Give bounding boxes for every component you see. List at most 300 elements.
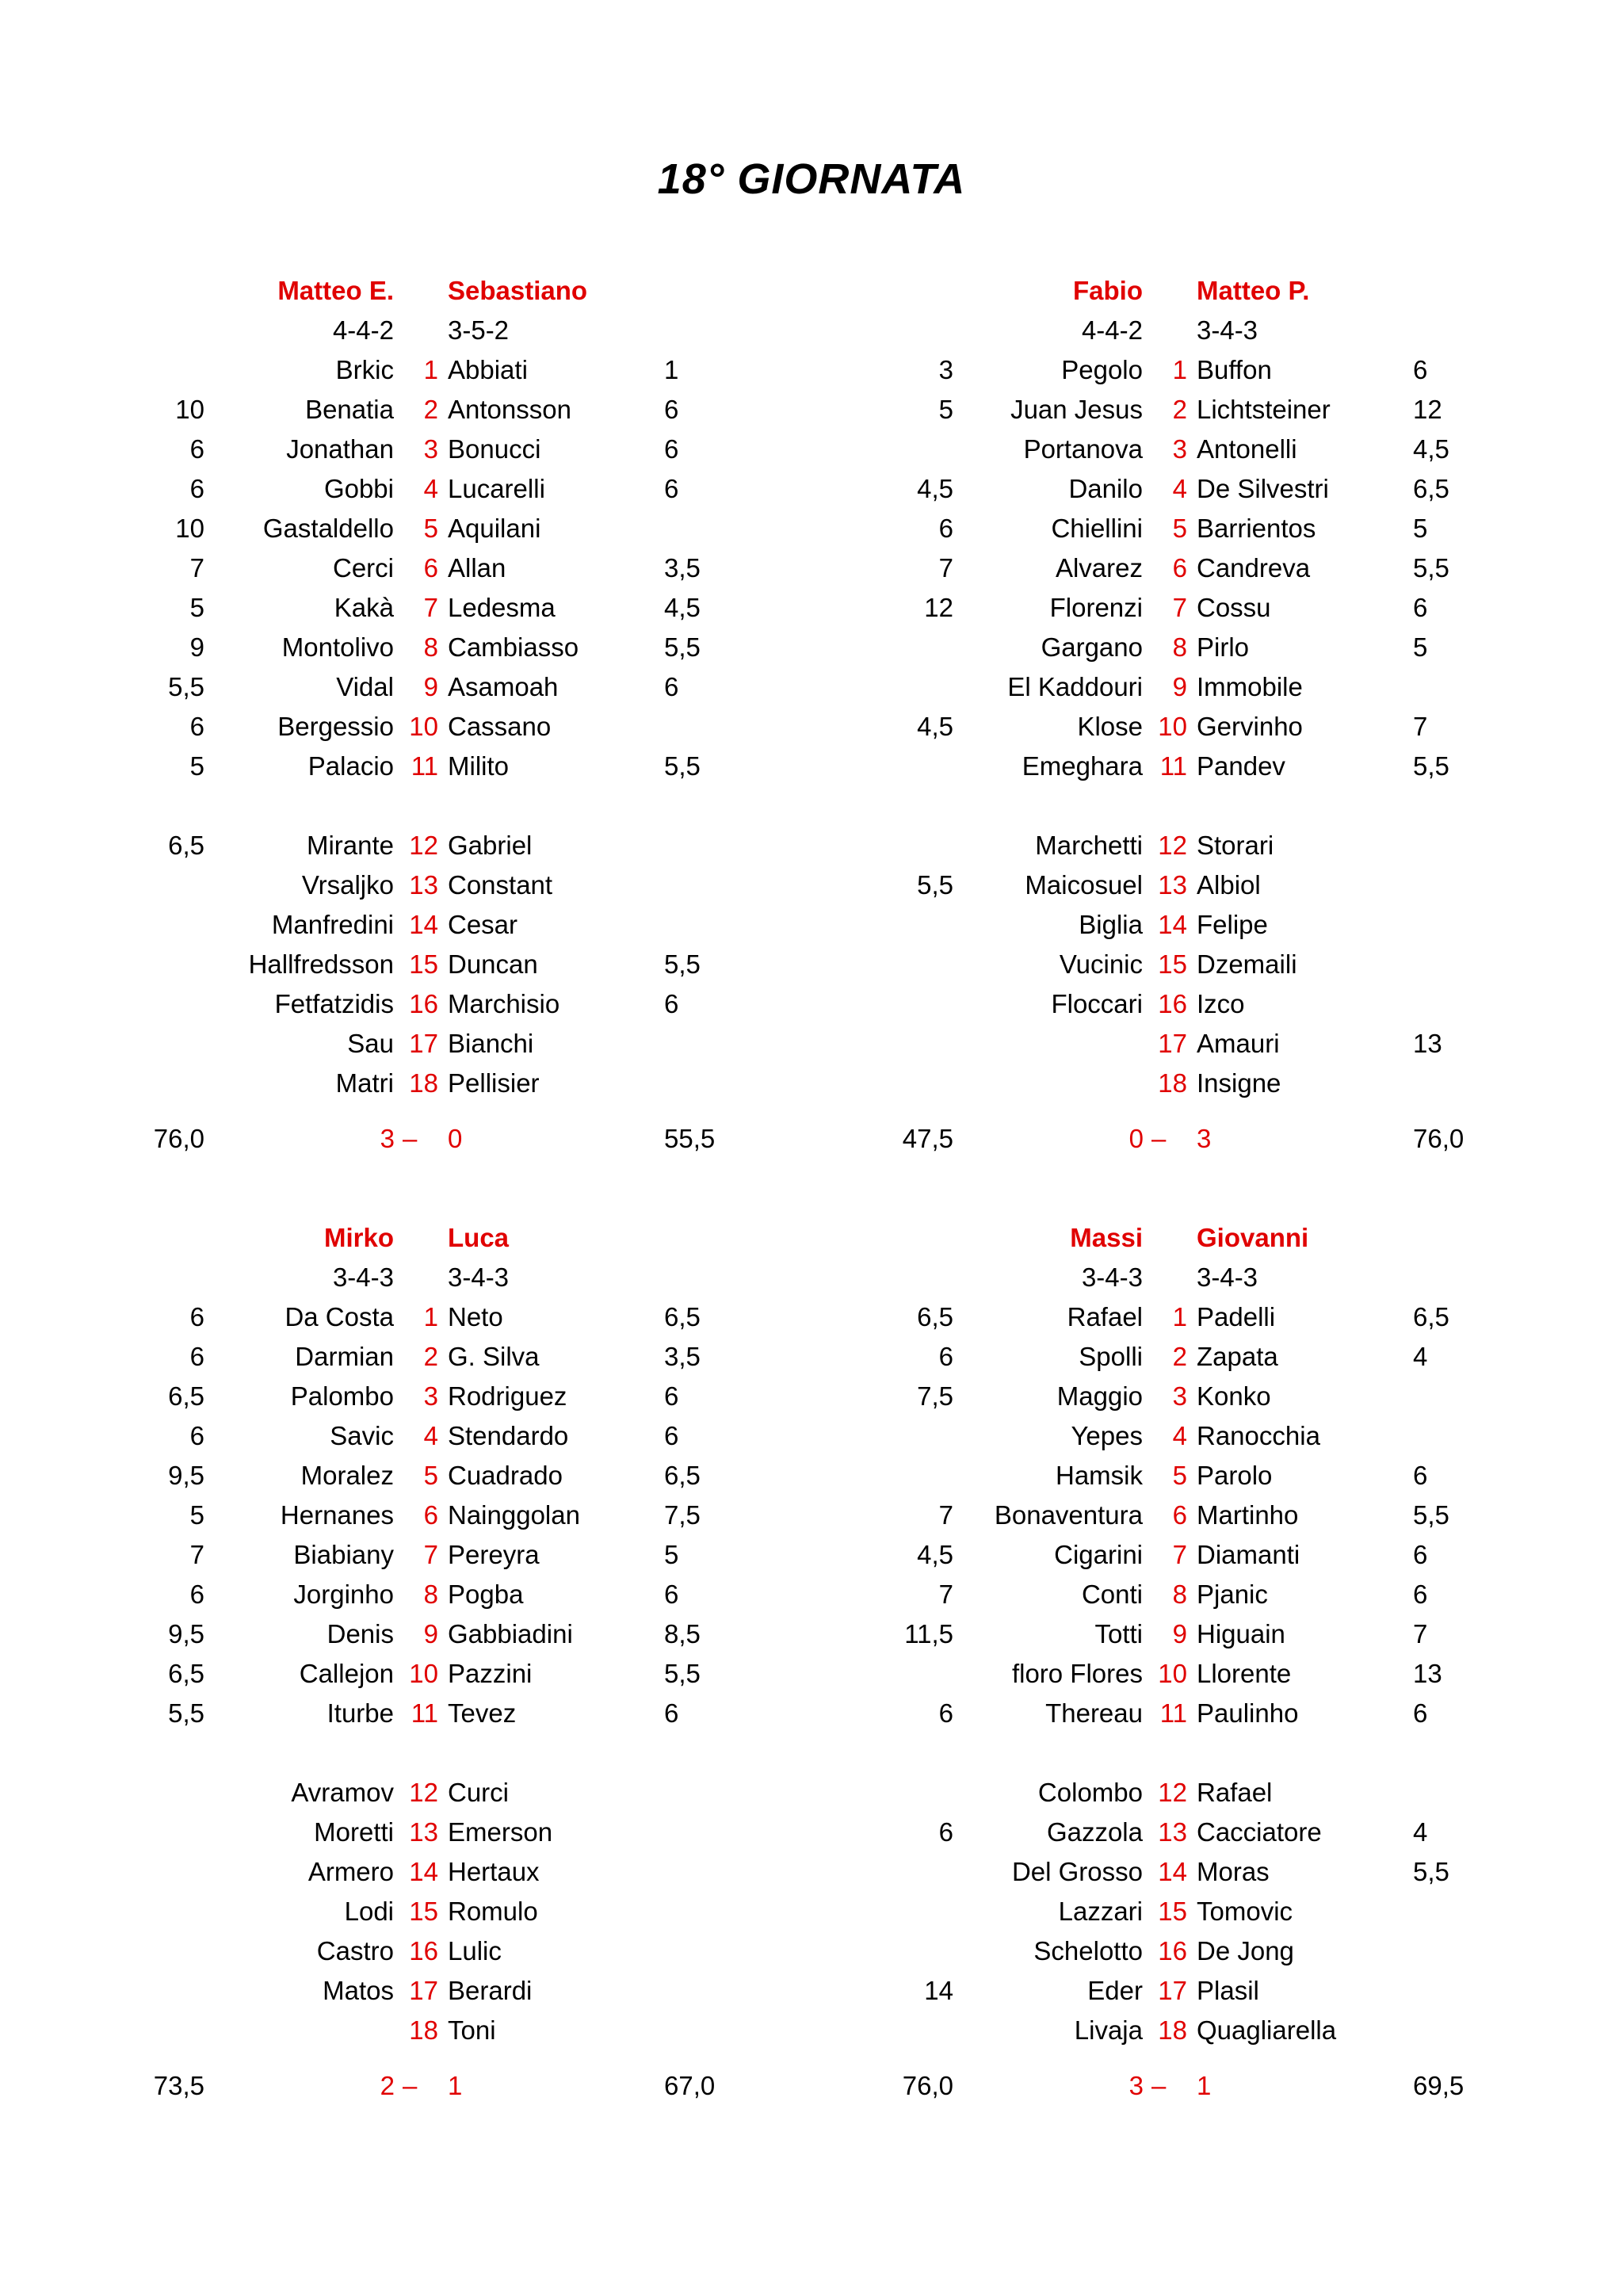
home-player-name: Juan Jesus <box>1010 395 1143 424</box>
home-player-vote: 5,5 <box>917 870 953 900</box>
away-player-vote: 5,5 <box>664 751 701 781</box>
away-player-vote: 13 <box>1413 1659 1442 1688</box>
away-player-vote <box>1413 1971 1508 2011</box>
away-player-name: Bianchi <box>448 1029 534 1058</box>
shirt-number: 12 <box>409 1778 438 1807</box>
shirt-number: 4 <box>423 1421 438 1450</box>
away-player-vote <box>664 509 759 548</box>
home-player-name: Klose <box>1077 712 1143 741</box>
home-player-name: Matri <box>335 1068 394 1098</box>
home-player-vote: 14 <box>924 1976 953 2005</box>
shirt-number: 4 <box>1172 474 1187 503</box>
shirt-number: 1 <box>1172 355 1187 384</box>
shirt-number: 16 <box>409 989 438 1018</box>
home-formation: 4-4-2 <box>332 315 394 345</box>
shirt-number: 17 <box>409 1976 438 2005</box>
home-player-name: Moralez <box>300 1461 394 1490</box>
home-player-name: Sau <box>347 1029 394 1058</box>
away-player-vote: 5,5 <box>1413 1857 1449 1886</box>
away-player-vote <box>664 1064 759 1103</box>
away-player-vote <box>664 1971 759 2011</box>
home-player-vote: 5 <box>189 751 204 781</box>
away-player-name: Pereyra <box>448 1540 540 1569</box>
away-player-name: Diamanti <box>1197 1540 1300 1569</box>
shirt-number: 9 <box>423 1619 438 1648</box>
home-player-name: Maicosuel <box>1025 870 1143 900</box>
away-player-name: Marchisio <box>448 989 560 1018</box>
away-player-vote: 5,5 <box>664 949 701 979</box>
home-player-name: Kakà <box>334 593 394 622</box>
away-player-name: Bonucci <box>448 434 541 464</box>
away-player-name: Paulinho <box>1197 1698 1299 1728</box>
shirt-number: 2 <box>423 395 438 424</box>
away-player-name: Gabbiadini <box>448 1619 573 1648</box>
shirt-number: 3 <box>423 434 438 464</box>
away-player-name: Aquilani <box>448 514 541 543</box>
away-team-name: Luca <box>448 1223 510 1252</box>
home-player-name: Biabiany <box>293 1540 394 1569</box>
away-player-vote <box>1413 826 1508 865</box>
home-player-vote: 6 <box>938 1698 953 1728</box>
home-goals: 2 <box>380 2071 395 2100</box>
home-player-name: Alvarez <box>1055 553 1143 583</box>
away-player-vote <box>1413 984 1508 1024</box>
away-player-name: Cassano <box>448 712 552 741</box>
home-player-vote: 6 <box>189 1302 204 1331</box>
away-player-name: Curci <box>448 1778 510 1807</box>
shirt-number: 13 <box>1158 1817 1187 1847</box>
shirt-number: 4 <box>1172 1421 1187 1450</box>
away-player-name: Immobile <box>1197 672 1303 701</box>
home-player-name: Jorginho <box>293 1580 394 1609</box>
away-player-name: Gabriel <box>448 831 533 860</box>
away-player-name: Emerson <box>448 1817 553 1847</box>
shirt-number: 14 <box>409 910 438 939</box>
home-player-name: Manfredini <box>271 910 394 939</box>
home-player-name: Livaja <box>1074 2015 1143 2045</box>
away-player-name: Dzemaili <box>1197 949 1297 979</box>
home-player-name: Totti <box>1094 1619 1143 1648</box>
home-player-vote: 7 <box>189 1540 204 1569</box>
away-player-name: Konko <box>1197 1381 1271 1411</box>
shirt-number: 6 <box>423 1500 438 1530</box>
away-total: 67,0 <box>664 2071 716 2100</box>
away-player-vote <box>664 1931 759 1971</box>
shirt-number: 11 <box>411 751 438 781</box>
away-player-vote <box>664 1852 759 1892</box>
home-total: 76,0 <box>153 1124 204 1153</box>
score-separator: – <box>403 2071 418 2100</box>
away-player-name: Nainggolan <box>448 1500 580 1530</box>
home-player-vote: 9,5 <box>168 1461 204 1490</box>
away-player-vote <box>664 826 759 865</box>
home-player-name: Bergessio <box>277 712 394 741</box>
home-player-vote: 6 <box>938 1817 953 1847</box>
shirt-number: 15 <box>409 949 438 979</box>
away-player-vote: 5 <box>1413 632 1428 662</box>
home-player-vote: 5 <box>938 395 953 424</box>
away-player-vote <box>664 1813 759 1852</box>
page-title: 18° GIORNATA <box>657 155 966 203</box>
away-player-vote: 6 <box>664 672 679 701</box>
away-goals: 3 <box>1197 1124 1212 1153</box>
away-player-vote: 4 <box>1413 1342 1428 1371</box>
home-player-vote: 6,5 <box>168 831 204 860</box>
away-player-name: Lucarelli <box>448 474 545 503</box>
away-player-name: Pirlo <box>1197 632 1250 662</box>
home-player-name: Vucinic <box>1059 949 1143 979</box>
shirt-number: 5 <box>423 1461 438 1490</box>
away-player-vote: 6 <box>664 1580 679 1609</box>
home-player-name <box>937 1024 1143 1064</box>
home-player-name: Avramov <box>291 1778 394 1807</box>
home-player-vote: 6 <box>189 474 204 503</box>
home-player-vote: 6 <box>938 514 953 543</box>
away-player-name: Lulic <box>448 1936 502 1966</box>
home-player-name: Darmian <box>295 1342 394 1371</box>
away-player-name: Zapata <box>1197 1342 1278 1371</box>
away-player-vote: 5,5 <box>664 632 701 662</box>
away-player-vote: 7 <box>1413 712 1428 741</box>
away-player-name: Pellisier <box>448 1068 540 1098</box>
home-formation: 3-4-3 <box>1081 1263 1143 1292</box>
shirt-number: 2 <box>1172 395 1187 424</box>
away-player-vote: 12 <box>1413 395 1442 424</box>
away-player-vote <box>1413 865 1508 905</box>
shirt-number: 8 <box>1172 1580 1187 1609</box>
home-player-vote: 10 <box>175 395 204 424</box>
away-player-vote: 8,5 <box>664 1619 701 1648</box>
home-total: 73,5 <box>153 2071 204 2100</box>
away-goals: 1 <box>448 2071 463 2100</box>
home-player-vote: 4,5 <box>917 474 953 503</box>
away-player-vote <box>664 707 759 747</box>
away-player-vote <box>1413 1064 1508 1103</box>
away-player-vote: 3,5 <box>664 1342 701 1371</box>
home-player-name: Floccari <box>1051 989 1143 1018</box>
home-player-name: Emeghara <box>1022 751 1143 781</box>
away-player-vote <box>1413 1416 1508 1456</box>
home-player-name: Schelotto <box>1033 1936 1143 1966</box>
home-player-name: Portanova <box>1023 434 1143 464</box>
home-player-name: Callejon <box>299 1659 394 1688</box>
away-player-name: Parolo <box>1197 1461 1273 1490</box>
away-player-vote <box>1413 1377 1508 1416</box>
shirt-number: 5 <box>1172 514 1187 543</box>
home-player-name: Palacio <box>307 751 394 781</box>
away-formation: 3-4-3 <box>1197 1263 1258 1292</box>
away-player-name: Rodriguez <box>448 1381 567 1411</box>
shirt-number: 7 <box>423 593 438 622</box>
away-player-name: Toni <box>448 2015 496 2045</box>
score-separator: – <box>403 1124 418 1153</box>
away-player-name: Milito <box>448 751 510 781</box>
shirt-number: 18 <box>409 1068 438 1098</box>
away-goals: 1 <box>1197 2071 1212 2100</box>
home-player-name: Del Grosso <box>1011 1857 1143 1886</box>
home-player-name: Armero <box>307 1857 394 1886</box>
score-separator: – <box>1151 2071 1167 2100</box>
away-player-vote: 3,5 <box>664 553 701 583</box>
away-player-name: De Jong <box>1197 1936 1294 1966</box>
away-player-vote: 6 <box>664 395 679 424</box>
home-player-name: Palombo <box>290 1381 394 1411</box>
home-player-name: Vrsaljko <box>301 870 394 900</box>
away-player-name: Plasil <box>1197 1976 1259 2005</box>
home-player-name: El Kaddouri <box>1007 672 1143 701</box>
shirt-number: 10 <box>1158 712 1187 741</box>
home-player-vote: 6 <box>189 434 204 464</box>
home-player-name: Brkic <box>335 355 394 384</box>
away-player-vote: 7,5 <box>664 1500 701 1530</box>
home-player-name: Jonathan <box>286 434 394 464</box>
away-player-name: Tevez <box>448 1698 517 1728</box>
home-player-name: floro Flores <box>1011 1659 1143 1688</box>
home-player-name: Castro <box>316 1936 394 1966</box>
away-player-name: Abbiati <box>448 355 528 384</box>
home-player-name: Gastaldello <box>262 514 394 543</box>
away-player-vote: 6 <box>664 1698 679 1728</box>
shirt-number: 15 <box>409 1897 438 1926</box>
away-player-vote: 13 <box>1413 1029 1442 1058</box>
away-player-vote: 5,5 <box>1413 1500 1449 1530</box>
home-team-name: Fabio <box>1073 276 1143 305</box>
shirt-number: 12 <box>409 831 438 860</box>
home-player-vote: 5,5 <box>168 1698 204 1728</box>
away-player-vote: 6 <box>1413 1461 1428 1490</box>
home-player-name: Savic <box>330 1421 394 1450</box>
shirt-number: 8 <box>423 632 438 662</box>
away-player-vote <box>1413 1931 1508 1971</box>
away-player-vote <box>664 1024 759 1064</box>
shirt-number: 11 <box>411 1698 438 1728</box>
home-goals: 0 <box>1128 1124 1144 1153</box>
away-total: 69,5 <box>1413 2071 1465 2100</box>
shirt-number: 1 <box>423 1302 438 1331</box>
home-goals: 3 <box>1128 2071 1144 2100</box>
away-player-vote: 4,5 <box>664 593 701 622</box>
home-player-vote: 6 <box>189 1580 204 1609</box>
away-player-name: Rafael <box>1197 1778 1273 1807</box>
home-player-vote: 7 <box>938 1500 953 1530</box>
away-player-vote: 6 <box>1413 355 1428 384</box>
away-player-name: Hertaux <box>448 1857 540 1886</box>
shirt-number: 13 <box>409 870 438 900</box>
away-player-vote <box>664 1773 759 1813</box>
home-player-vote: 4,5 <box>917 712 953 741</box>
home-player-vote: 7 <box>938 1580 953 1609</box>
shirt-number: 14 <box>1158 1857 1187 1886</box>
away-player-name: Romulo <box>448 1897 538 1926</box>
home-player-name: Danilo <box>1068 474 1143 503</box>
away-player-name: Quagliarella <box>1197 2015 1337 2045</box>
away-player-vote: 6 <box>664 1421 679 1450</box>
home-player-vote: 6,5 <box>168 1659 204 1688</box>
shirt-number: 6 <box>423 553 438 583</box>
home-player-name: Colombo <box>1037 1778 1143 1807</box>
home-player-name <box>937 1064 1143 1103</box>
away-player-name: Constant <box>448 870 553 900</box>
away-player-vote: 5,5 <box>1413 751 1449 781</box>
away-player-vote: 6,5 <box>1413 1302 1449 1331</box>
away-player-name: Cacciatore <box>1197 1817 1322 1847</box>
shirt-number: 17 <box>1158 1976 1187 2005</box>
away-formation: 3-5-2 <box>448 315 510 345</box>
home-player-name: Da Costa <box>285 1302 394 1331</box>
away-player-name: Felipe <box>1197 910 1268 939</box>
home-player-vote: 6,5 <box>917 1302 953 1331</box>
home-player-name: Eder <box>1087 1976 1143 2005</box>
away-player-name: Cuadrado <box>448 1461 563 1490</box>
home-formation: 3-4-3 <box>332 1263 394 1292</box>
away-player-name: Asamoah <box>448 672 559 701</box>
shirt-number: 5 <box>423 514 438 543</box>
home-player-name <box>188 2011 394 2050</box>
away-player-vote: 6 <box>664 989 679 1018</box>
home-player-name: Denis <box>327 1619 394 1648</box>
away-player-vote <box>1413 2011 1508 2050</box>
away-player-name: Insigne <box>1197 1068 1281 1098</box>
shirt-number: 18 <box>1158 2015 1187 2045</box>
away-player-name: Neto <box>448 1302 503 1331</box>
away-total: 55,5 <box>664 1124 716 1153</box>
away-player-vote: 6 <box>1413 1698 1428 1728</box>
away-player-vote: 5,5 <box>664 1659 701 1688</box>
home-player-name: Cigarini <box>1054 1540 1143 1569</box>
shirt-number: 4 <box>423 474 438 503</box>
away-player-name: Lichtsteiner <box>1197 395 1331 424</box>
home-player-name: Hallfredsson <box>248 949 394 979</box>
away-player-vote: 6,5 <box>1413 474 1449 503</box>
home-player-vote: 12 <box>924 593 953 622</box>
away-player-name: Barrientos <box>1197 514 1316 543</box>
home-player-vote: 3 <box>938 355 953 384</box>
home-player-name: Biglia <box>1079 910 1143 939</box>
home-total: 76,0 <box>902 2071 953 2100</box>
away-player-name: Ledesma <box>448 593 556 622</box>
away-player-vote <box>1413 905 1508 945</box>
home-player-name: Gargano <box>1041 632 1143 662</box>
away-player-name: Duncan <box>448 949 538 979</box>
home-team-name: Massi <box>1070 1223 1143 1252</box>
shirt-number: 5 <box>1172 1461 1187 1490</box>
home-player-vote: 10 <box>175 514 204 543</box>
home-player-name: Spolli <box>1079 1342 1143 1371</box>
away-player-vote <box>664 1892 759 1931</box>
shirt-number: 15 <box>1158 949 1187 979</box>
shirt-number: 9 <box>1172 1619 1187 1648</box>
home-player-vote: 6 <box>938 1342 953 1371</box>
home-player-name: Yepes <box>1071 1421 1143 1450</box>
away-player-vote <box>664 2011 759 2050</box>
home-player-vote: 6 <box>189 1421 204 1450</box>
home-player-name: Marchetti <box>1035 831 1143 860</box>
home-player-vote: 5 <box>189 1500 204 1530</box>
home-player-name: Hamsik <box>1055 1461 1143 1490</box>
home-player-name: Gobbi <box>323 474 394 503</box>
home-player-name: Florenzi <box>1049 593 1143 622</box>
home-player-name: Chiellini <box>1051 514 1143 543</box>
away-player-vote: 5 <box>664 1540 679 1569</box>
away-player-name: Tomovic <box>1197 1897 1293 1926</box>
shirt-number: 7 <box>1172 1540 1187 1569</box>
shirt-number: 13 <box>409 1817 438 1847</box>
home-player-vote: 4,5 <box>917 1540 953 1569</box>
away-player-name: Berardi <box>448 1976 533 2005</box>
score-separator: – <box>1151 1124 1167 1153</box>
shirt-number: 3 <box>1172 1381 1187 1411</box>
home-formation: 4-4-2 <box>1081 315 1143 345</box>
home-player-name: Moretti <box>314 1817 394 1847</box>
home-player-vote: 11,5 <box>904 1619 953 1648</box>
away-player-vote: 6 <box>664 1381 679 1411</box>
shirt-number: 17 <box>409 1029 438 1058</box>
away-formation: 3-4-3 <box>1197 315 1258 345</box>
shirt-number: 6 <box>1172 1500 1187 1530</box>
shirt-number: 18 <box>1158 1068 1187 1098</box>
home-player-name: Bonaventura <box>994 1500 1143 1530</box>
home-player-name: Maggio <box>1056 1381 1143 1411</box>
home-player-name: Cerci <box>332 553 394 583</box>
away-player-name: Cesar <box>448 910 518 939</box>
away-formation: 3-4-3 <box>448 1263 510 1292</box>
away-player-name: Higuain <box>1197 1619 1285 1648</box>
shirt-number: 7 <box>423 1540 438 1569</box>
home-player-vote: 6 <box>189 1342 204 1371</box>
home-team-name: Matteo E. <box>277 276 394 305</box>
away-player-vote: 5,5 <box>1413 553 1449 583</box>
away-player-name: Izco <box>1197 989 1245 1018</box>
away-player-name: Buffon <box>1197 355 1272 384</box>
home-player-name: Gazzola <box>1046 1817 1143 1847</box>
shirt-number: 16 <box>1158 1936 1187 1966</box>
away-player-name: Albiol <box>1197 870 1261 900</box>
home-goals: 3 <box>380 1124 395 1153</box>
away-player-vote <box>1413 1892 1508 1931</box>
shirt-number: 12 <box>1158 1778 1187 1807</box>
home-player-vote: 5,5 <box>168 672 204 701</box>
shirt-number: 12 <box>1158 831 1187 860</box>
home-player-name: Matos <box>323 1976 394 2005</box>
shirt-number: 16 <box>1158 989 1187 1018</box>
home-player-vote: 6 <box>189 712 204 741</box>
shirt-number: 14 <box>409 1857 438 1886</box>
away-player-vote: 4 <box>1413 1817 1428 1847</box>
shirt-number: 7 <box>1172 593 1187 622</box>
home-player-name: Mirante <box>306 831 394 860</box>
away-team-name: Giovanni <box>1197 1223 1309 1252</box>
away-player-vote <box>664 865 759 905</box>
away-player-name: Cossu <box>1197 593 1271 622</box>
away-player-vote: 5 <box>1413 514 1428 543</box>
away-player-name: De Silvestri <box>1197 474 1329 503</box>
home-total: 47,5 <box>902 1124 953 1153</box>
shirt-number: 10 <box>409 1659 438 1688</box>
home-player-name: Rafael <box>1067 1302 1143 1331</box>
shirt-number: 9 <box>1172 672 1187 701</box>
home-player-vote: 9 <box>189 632 204 662</box>
home-player-name: Thereau <box>1045 1698 1143 1728</box>
away-player-vote: 7 <box>1413 1619 1428 1648</box>
away-player-name: Allan <box>448 553 506 583</box>
home-player-vote: 6,5 <box>168 1381 204 1411</box>
shirt-number: 3 <box>423 1381 438 1411</box>
home-player-name: Iturbe <box>327 1698 394 1728</box>
away-player-name: Pogba <box>448 1580 524 1609</box>
away-player-vote: 6,5 <box>664 1461 701 1490</box>
home-player-name: Montolivo <box>281 632 394 662</box>
shirt-number: 18 <box>409 2015 438 2045</box>
